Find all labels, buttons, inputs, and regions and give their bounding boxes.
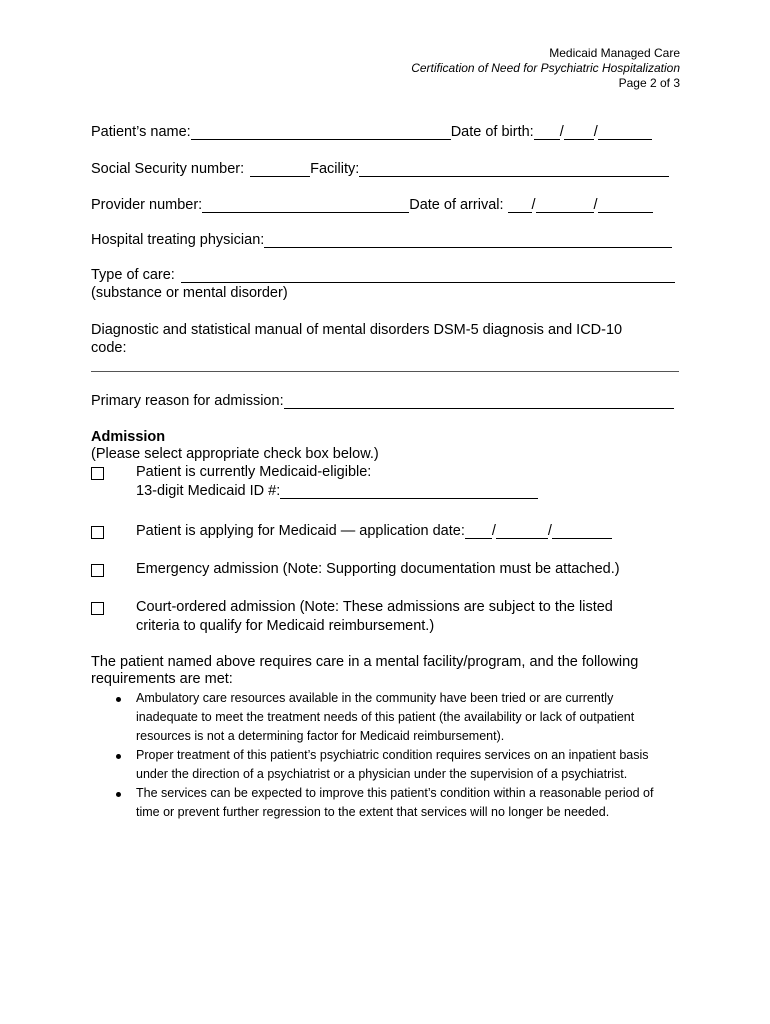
list-item	[113, 689, 673, 746]
ssn-field[interactable]	[250, 162, 310, 177]
arrival-slash-2: /	[593, 197, 598, 213]
requirement-text: Ambulatory care resources available in the community have been tried or are currently inadequate to meet the treatment needs of this patient (the availability or lack of outpatient resources is not a determining factor for Medicaid reimbursement).	[136, 691, 635, 743]
dob-month-field[interactable]	[534, 125, 560, 140]
requirement-text: The services can be expected to improve this patient’s condition within a reasonable period of time or prevent further regression to the extent that services will no longer be needed.	[136, 786, 654, 819]
emergency-checkbox[interactable]	[91, 564, 104, 577]
requirements-intro: The patient named above requires care in a mental facility/program, and the following requirements are met:	[91, 654, 639, 687]
header-program: Medicaid Managed Care	[549, 46, 680, 60]
medicaid-eligible-checkbox[interactable]	[91, 467, 104, 480]
physician-row	[91, 232, 672, 248]
page-header	[411, 46, 680, 91]
ssn-row	[91, 161, 669, 177]
arrival-label: Date of arrival:	[409, 197, 504, 213]
bullet-icon	[116, 697, 121, 702]
patient-name-field[interactable]	[191, 125, 451, 140]
application-day-field[interactable]	[496, 524, 548, 539]
arrival-month-field[interactable]	[508, 198, 532, 213]
provider-label: Provider number:	[91, 197, 203, 213]
dob-label: Date of birth:	[450, 124, 534, 140]
emergency-label: Emergency admission (Note: Supporting documentation must be attached.)	[136, 561, 620, 577]
reason-row	[91, 393, 674, 409]
admission-heading: Admission	[91, 429, 166, 445]
option-court-ordered	[91, 599, 681, 639]
facility-field[interactable]	[359, 162, 669, 177]
application-month-field[interactable]	[465, 524, 492, 539]
application-date-row	[136, 523, 612, 539]
facility-label: Facility:	[310, 161, 360, 177]
list-item	[113, 784, 673, 822]
reason-label: Primary reason for admission:	[91, 393, 284, 409]
application-slash-2: /	[547, 523, 552, 539]
application-year-field[interactable]	[552, 524, 612, 539]
option-medicaid-eligible	[91, 464, 681, 504]
patient-name-label: Patient’s name:	[91, 124, 191, 140]
medicaid-id-row	[136, 483, 538, 499]
application-slash-1: /	[491, 523, 496, 539]
admission-instruction: (Please select appropriate check box below.)	[91, 446, 379, 462]
physician-label: Hospital treating physician:	[91, 232, 265, 248]
medicaid-id-field[interactable]	[280, 484, 538, 499]
requirements-list	[113, 689, 673, 822]
requirement-text: Proper treatment of this patient’s psychiatric condition requires services on an inpatient basis under the direction of a psychiatrist or a physician under the supervision of a psychiatrist.	[136, 748, 649, 781]
header-form-title: Certification of Need for Psychiatric Hospitalization	[411, 61, 680, 75]
arrival-day-field[interactable]	[536, 198, 594, 213]
option-applying-medicaid	[91, 523, 681, 543]
court-ordered-label: Court-ordered admission (Note: These admissions are subject to the listed	[136, 599, 613, 615]
patient-name-row	[91, 124, 652, 140]
provider-row	[91, 197, 653, 213]
court-ordered-checkbox[interactable]	[91, 602, 104, 615]
bullet-icon	[116, 792, 121, 797]
bullet-icon	[116, 754, 121, 759]
ssn-label: Social Security number:	[91, 161, 245, 177]
physician-field[interactable]	[264, 233, 672, 248]
applying-medicaid-label: Patient is applying for Medicaid — application date:	[136, 523, 465, 539]
dob-day-field[interactable]	[564, 125, 594, 140]
diagnosis-field[interactable]	[91, 371, 679, 372]
option-emergency	[91, 561, 681, 581]
provider-field[interactable]	[202, 198, 409, 213]
medicaid-id-label: 13-digit Medicaid ID #:	[136, 483, 281, 499]
type-of-care-field[interactable]	[181, 268, 675, 283]
list-item	[113, 746, 673, 784]
medicaid-eligible-label: Patient is currently Medicaid-eligible:	[136, 464, 372, 480]
court-ordered-sublabel: criteria to qualify for Medicaid reimbursement.)	[136, 618, 435, 634]
header-page-number: Page 2 of 3	[618, 76, 680, 90]
dob-slash-2: /	[593, 124, 598, 140]
type-of-care-label: Type of care:	[91, 267, 175, 283]
diagnosis-label: Diagnostic and statistical manual of mental disorders DSM-5 diagnosis and ICD-10 code:	[91, 322, 623, 356]
dob-year-field[interactable]	[598, 125, 652, 140]
arrival-slash-1: /	[531, 197, 536, 213]
dob-slash-1: /	[559, 124, 564, 140]
arrival-year-field[interactable]	[598, 198, 653, 213]
type-of-care-row	[91, 267, 675, 283]
type-of-care-hint: (substance or mental disorder)	[91, 285, 288, 301]
applying-medicaid-checkbox[interactable]	[91, 526, 104, 539]
reason-field[interactable]	[284, 394, 674, 409]
